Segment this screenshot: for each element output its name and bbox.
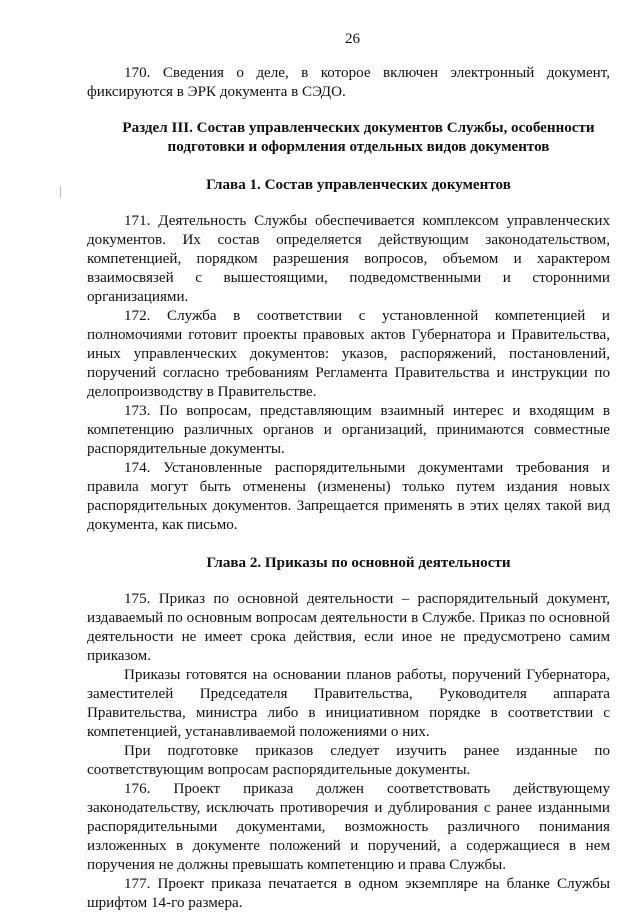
paragraph-176: 176. Проект приказа должен соответствовать действующему законодательству, исключать противоречия и дублирования с ранее изданными распорядительными документами, возможность различного понимания изложенных в документе положений и поручений, а содержащиеся в нем поручения не должны превышать компетенцию и права Службы. bbox=[87, 781, 610, 873]
margin-mark bbox=[60, 186, 61, 198]
paragraph-173: 173. По вопросам, представляющим взаимный интерес и входящим в компетенцию различных органов и организаций, принимаются совместные распорядительные документы. bbox=[87, 403, 610, 457]
paragraph-175: 175. Приказ по основной деятельности – распорядительный документ, издаваемый по основным вопросам деятельности в Службе. Приказ по основной деятельности не имеет срока действия, если иное не предусмотрено самим приказом. bbox=[87, 591, 610, 664]
paragraph-170: 170. Сведения о деле, в которое включен электронный документ, фиксируются в ЭРК документа в СЭДО. bbox=[87, 65, 610, 100]
chapter-1-title: Глава 1. Состав управленческих документов bbox=[206, 177, 511, 193]
document-page bbox=[87, 0, 610, 913]
chapter-2-title: Глава 2. Приказы по основной деятельности bbox=[206, 555, 511, 571]
page-number: 26 bbox=[344, 31, 361, 47]
paragraph-177: 177. Проект приказа печатается в одном экземпляре на бланке Службы шрифтом 14-го размера. bbox=[87, 876, 610, 911]
paragraph-171: 171. Деятельность Службы обеспечивается комплексом управленческих документов. Их состав определяется действующим законодательством, компетенцией, порядком разрешения вопросов, объемом и характером взаимосвязей с вышестоящими, подведомственными и сторонними организациями. bbox=[87, 213, 610, 305]
paragraph-orders-preparation: При подготовке приказов следует изучить ранее изданные по соответствующим вопросам распорядительные документы. bbox=[87, 743, 610, 778]
paragraph-174: 174. Установленные распорядительными документами требования и правила могут быть отменены (изменены) только путем издания новых распорядительных документов. Запрещается применять в этих целях такой вид документа, как письмо. bbox=[87, 460, 610, 533]
paragraph-172: 172. Служба в соответствии с установленной компетенцией и полномочиями готовит проекты правовых актов Губернатора и Правительства, иных управленческих документов: указов, распоряжений, постановлений, поручений согласно требованиям Регламента Правительства и инструкции по делопроизводству в Правительстве. bbox=[87, 308, 610, 400]
paragraph-orders-basis: Приказы готовятся на основании планов работы, поручений Губернатора, заместителей Председателя Правительства, Руководителя аппарата Правительства, министра либо в инициативном порядке в соответствии с компетенцией, устанавливаемой положениями о них. bbox=[87, 667, 610, 740]
section-title: Раздел III. Состав управленческих документов Службы, особенности подготовки и оформления отдельных видов документов bbox=[122, 120, 595, 155]
